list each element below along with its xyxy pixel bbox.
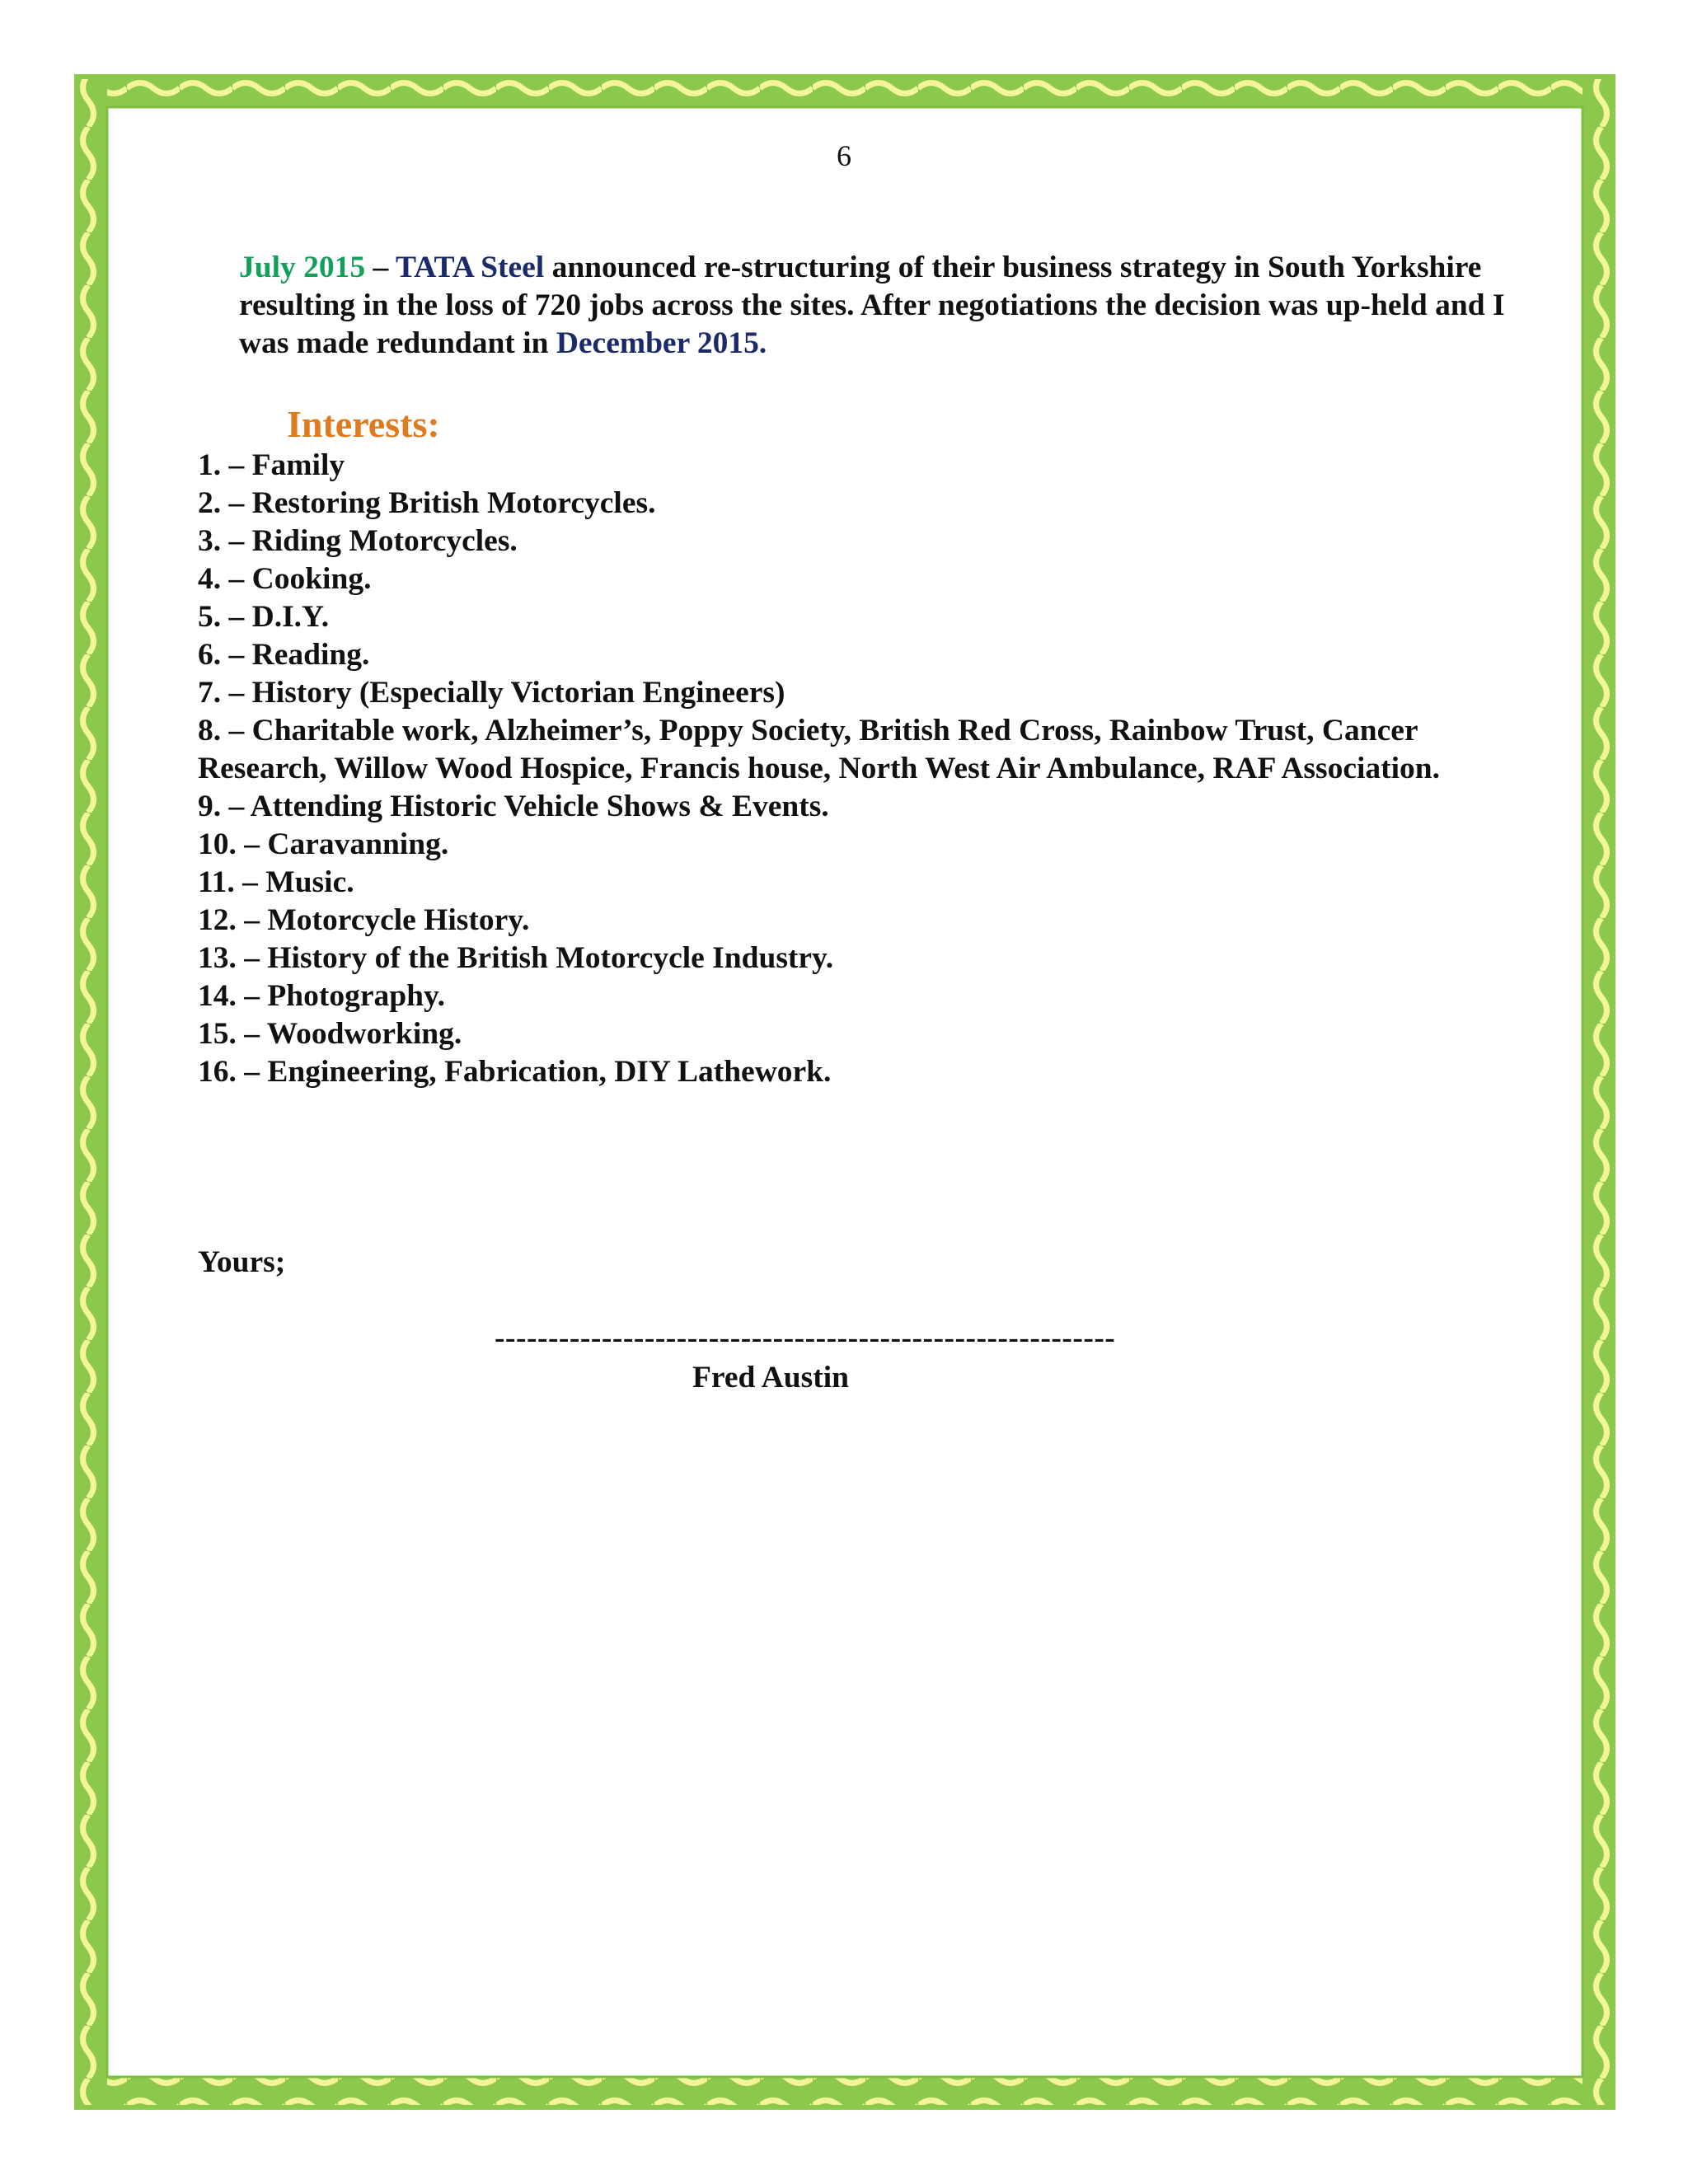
closing-salutation: Yours; xyxy=(198,1245,286,1279)
interest-item: 13. – History of the British Motorcycle Industry. xyxy=(198,941,834,975)
signature-line: ---------------------------------------------------------- xyxy=(495,1321,1116,1355)
interest-item: 4. – Cooking. xyxy=(198,562,372,596)
dash-separator: – xyxy=(365,251,396,284)
interest-item: 5. – D.I.Y. xyxy=(198,600,330,634)
page-number: 6 xyxy=(837,139,851,172)
interest-item: 15. – Woodworking. xyxy=(198,1017,462,1051)
interest-item: 6. – Reading. xyxy=(198,638,370,672)
company-name: TATA Steel xyxy=(395,251,545,284)
interest-item: 12. – Motorcycle History. xyxy=(198,903,530,937)
interest-item: 1. – Family xyxy=(198,448,345,482)
interest-item: 14. – Photography. xyxy=(198,979,446,1013)
interest-item: 16. – Engineering, Fabrication, DIY Lathework. xyxy=(198,1055,832,1089)
decorative-page-border xyxy=(74,74,1615,2110)
redundancy-date: December 2015. xyxy=(556,326,767,360)
interest-item: 2. – Restoring British Motorcycles. xyxy=(198,486,656,520)
interest-item: 7. – History (Especially Victorian Engineers) xyxy=(198,676,785,710)
interests-list xyxy=(198,447,1550,1091)
paragraph-text: announced re-structuring of their business strategy in South Yorkshire resulting in the loss of 720 jobs across the sites. After negotiations the decision was up-held and I was made redundant in xyxy=(239,251,1505,360)
interests-heading: Interests: xyxy=(287,403,440,445)
signature-name: Fred Austin xyxy=(692,1361,849,1394)
interest-item: 10. – Caravanning. xyxy=(198,827,449,861)
employment-paragraph xyxy=(239,249,1525,363)
date-highlight: July 2015 xyxy=(239,251,366,284)
interest-item: 9. – Attending Historic Vehicle Shows & Events. xyxy=(198,790,829,823)
interest-item: 3. – Riding Motorcycles. xyxy=(198,524,518,558)
interest-item: 8. – Charitable work, Alzheimer’s, Poppy Society, British Red Cross, Rainbow Trust, Cancer Research, Willow Wood Hospice, Francis house, North West Air Ambulance, RAF Association. xyxy=(198,714,1441,785)
interest-item: 11. – Music. xyxy=(198,865,354,899)
